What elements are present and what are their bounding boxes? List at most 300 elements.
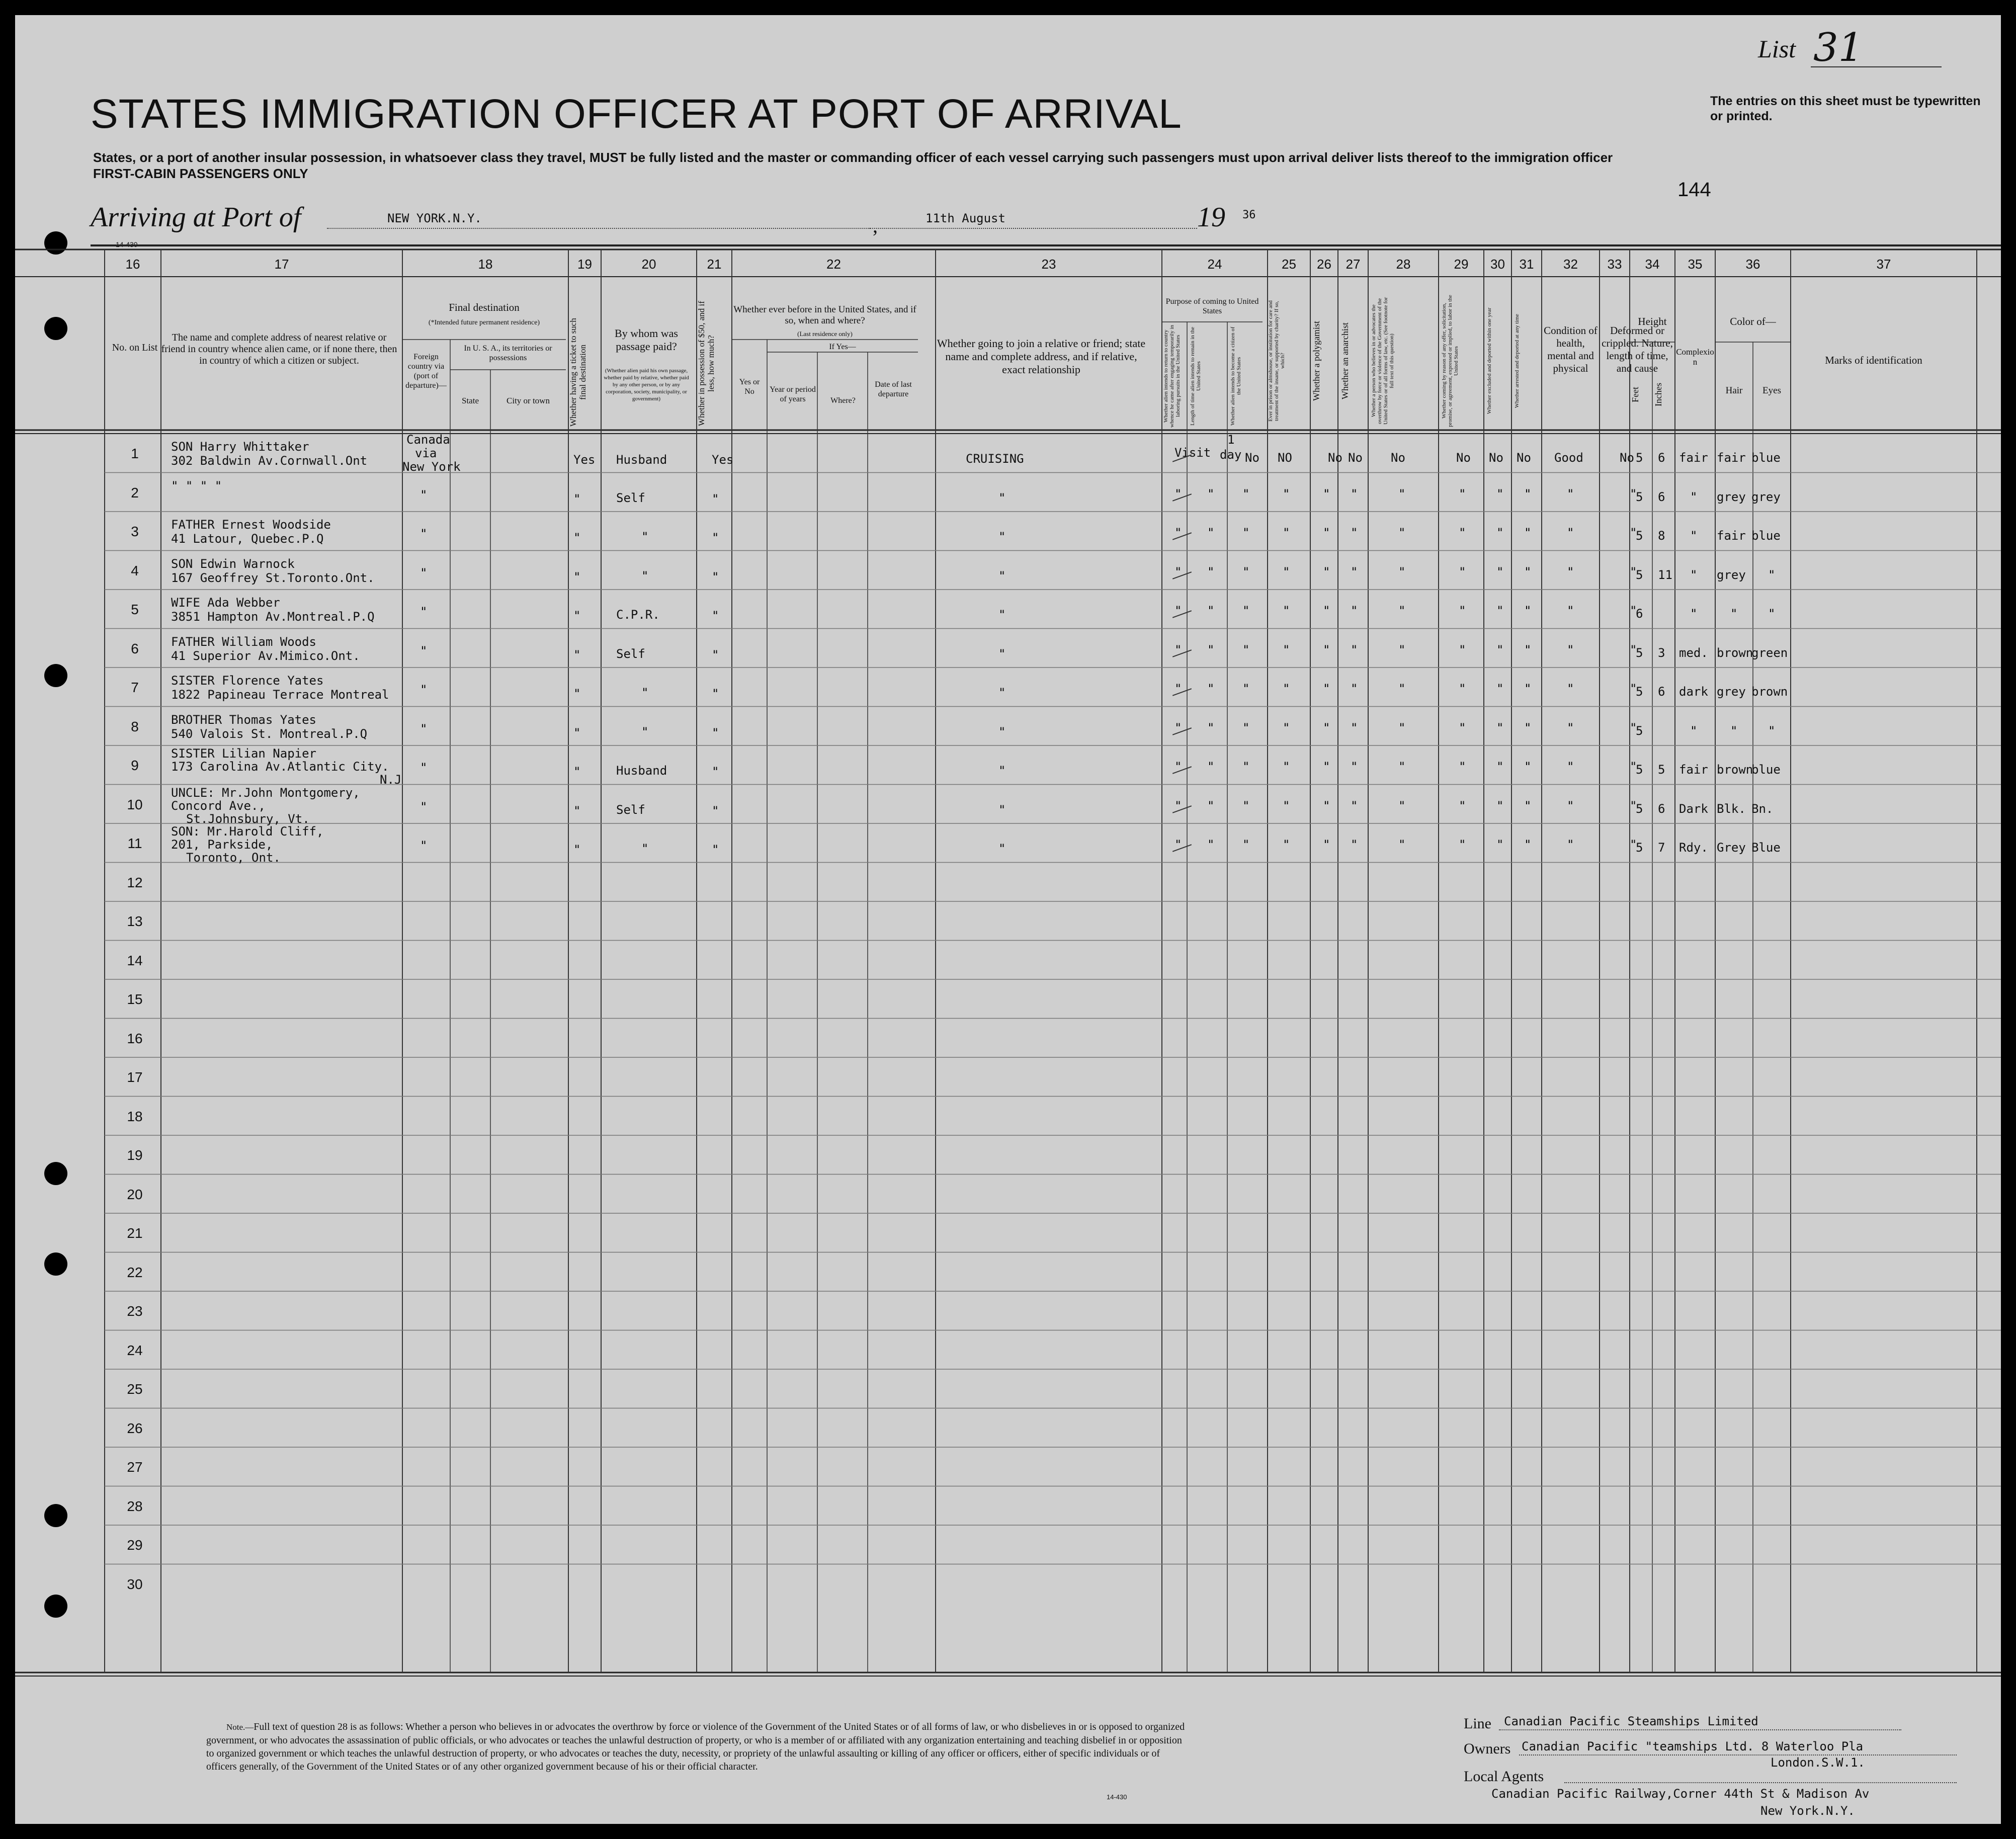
eye-color: brown [1751, 685, 1788, 699]
height-inches: 7 [1658, 841, 1665, 855]
relative-address: 540 Valois St. Montreal.P.Q [171, 726, 368, 741]
column-number: 19 [577, 257, 592, 272]
ditto-mark: " [1207, 642, 1215, 657]
header-health: Condition of health, mental and physical [1544, 324, 1598, 374]
line-underline [1499, 1729, 1901, 1730]
join-relative: " [998, 842, 1006, 856]
footnote-label: Note.— [226, 1722, 254, 1732]
agents-label: Local Agents [1464, 1768, 1544, 1785]
row-number: 15 [127, 991, 143, 1007]
ditto-mark: " [1398, 526, 1406, 540]
header-complexion: Complexion [1676, 347, 1714, 367]
ditto-mark: " [1242, 838, 1250, 852]
ticket: " [573, 531, 581, 545]
row-number: 19 [127, 1147, 143, 1163]
join-relative: " [998, 802, 1006, 817]
ditto-mark: " [1283, 564, 1290, 579]
ditto-mark: " [1207, 838, 1215, 852]
ditto-mark: " [1496, 720, 1504, 735]
header-last-departure: Date of last departure [875, 380, 912, 398]
height-feet: 5 [1636, 645, 1643, 660]
health: Good [1554, 451, 1583, 465]
row-number: 23 [127, 1303, 143, 1319]
ditto-mark: " [1174, 720, 1182, 735]
year-prefix: 19 [1197, 202, 1225, 233]
form-number: 14-430 [1107, 1793, 1127, 1801]
ditto-mark: " [1398, 682, 1406, 696]
passage-paid: Self [616, 490, 645, 505]
relative-name: SISTER Lilian Napier [171, 746, 316, 761]
relative-address: 41 Superior Av.Mimico.Ont. [171, 648, 360, 663]
ticket: " [573, 569, 581, 584]
header-final-destination-note: (*Intended future permanent residence) [428, 319, 540, 326]
row-number: 17 [127, 1069, 143, 1085]
header-money: Whether in possession of $50, and if less, how much? [697, 301, 716, 426]
agents-value: Canadian Pacific Railway,Corner 44th St & Madison Av [1491, 1787, 1870, 1801]
owners-value: Canadian Pacific "teamships Ltd. 8 Waterloo Pla [1522, 1739, 1864, 1753]
ditto-mark: " [1459, 720, 1466, 735]
ditto-mark: " [420, 721, 428, 736]
ticket: " [573, 491, 581, 506]
header-no-on-list: No. on List [112, 342, 158, 353]
passage-paid: Husband [616, 764, 667, 778]
ditto-mark: " [1283, 720, 1290, 735]
eye-color: " [1768, 723, 1776, 738]
ditto-mark: " [1174, 798, 1182, 813]
ditto-mark: " [1174, 682, 1182, 696]
ditto-mark: " [1459, 564, 1466, 579]
row-number: 12 [127, 874, 143, 890]
column-number: 37 [1876, 257, 1891, 272]
ditto-mark: " [1524, 760, 1532, 774]
ditto-mark: " [1630, 838, 1637, 852]
relative-address: 302 Baldwin Av.Cornwall.Ont [171, 454, 368, 468]
header-usa: In U. S. A., its territories or possessions [464, 344, 552, 362]
ditto-mark: " [1524, 682, 1532, 696]
relative-name: UNCLE: Mr.John Montgomery, [171, 785, 360, 800]
header-purpose: Purpose of coming to United States [1165, 297, 1259, 315]
header-if-yes: If Yes— [829, 343, 856, 351]
deformed: No [1620, 451, 1634, 465]
ditto-mark: " [1242, 760, 1250, 774]
relative-name: SON Harry Whittaker [171, 440, 309, 454]
page-subtitle: States, or a port of another insular possession, in whatsoever class they travel, MUST be fully listed and the master or commanding officer of each vessel carrying such passengers must upon arrival deliver lists thereof to the immigration officer [93, 150, 1613, 165]
eye-color: " [1768, 567, 1776, 582]
row-number: 4 [131, 562, 139, 578]
passage-paid: Husband [616, 453, 667, 467]
ditto-mark: " [1242, 682, 1250, 696]
relative-address-2: St.Johnsbury, Vt. [186, 811, 310, 826]
ditto-mark: " [1567, 798, 1574, 813]
arriving-label: Arriving at Port of [91, 202, 301, 233]
ditto-mark: " [1174, 564, 1182, 579]
eye-color: blue [1751, 529, 1781, 543]
ditto-mark: " [1496, 526, 1504, 540]
header-height: Height [1638, 315, 1667, 327]
ditto-mark: " [1398, 760, 1406, 774]
row-number: 28 [127, 1498, 143, 1514]
ditto-mark: " [1567, 486, 1574, 501]
ditto-mark: " [1323, 760, 1330, 774]
year-suffix: 36 [1242, 209, 1256, 221]
ditto-mark: " [1283, 682, 1290, 696]
ditto-mark: " [1351, 526, 1358, 540]
ditto-mark: " [1283, 604, 1290, 618]
polygamist: No [1328, 451, 1342, 465]
column-number: 33 [1607, 257, 1622, 272]
owners-underline [1519, 1754, 1957, 1756]
ditto-mark: " [1398, 486, 1406, 501]
eye-color: blue [1751, 451, 1781, 465]
ditto-mark: " [1242, 486, 1250, 501]
join-relative: " [998, 490, 1006, 505]
foreign-country: New York [402, 460, 461, 474]
ditto-mark: " [1459, 642, 1466, 657]
ditto-mark: " [1207, 564, 1215, 579]
ditto-mark: " [1351, 486, 1358, 501]
complexion: Dark [1679, 801, 1708, 816]
column-number: 27 [1346, 257, 1361, 272]
purpose: Visit [1174, 446, 1211, 460]
ditto-mark: " [1524, 604, 1532, 618]
header-ticket: Whether having a ticket to such final destination [568, 318, 587, 427]
column-number: 20 [641, 257, 656, 272]
height-feet: 5 [1636, 529, 1643, 543]
row-number: 22 [127, 1264, 143, 1280]
ditto-mark: " [1351, 838, 1358, 852]
height-inches: 6 [1658, 801, 1665, 816]
ditto-mark: " [420, 565, 428, 580]
complexion: " [1690, 489, 1698, 504]
ditto-mark: " [1283, 526, 1290, 540]
ditto-mark: " [1567, 526, 1574, 540]
row-number: 29 [127, 1537, 143, 1553]
passage-paid: " [641, 530, 649, 544]
ditto-mark: " [1459, 838, 1466, 852]
length-of-stay: 1 [1227, 433, 1235, 447]
header-passage-paid: By whom was passage paid? [615, 327, 678, 353]
money: " [712, 765, 719, 779]
arrested: No [1517, 451, 1531, 465]
citizen: No [1245, 451, 1259, 465]
row-number: 13 [127, 913, 143, 929]
ditto-mark: " [1351, 604, 1358, 618]
eye-color: grey [1751, 489, 1781, 504]
column-number: 31 [1519, 257, 1534, 272]
row-number: 27 [127, 1459, 143, 1475]
ditto-mark: " [1459, 526, 1466, 540]
ditto-mark: " [1351, 798, 1358, 813]
ditto-mark: " [1459, 760, 1466, 774]
ditto-mark: " [1496, 682, 1504, 696]
form-number-top: 14-430 [116, 240, 138, 248]
row-number: 14 [127, 952, 143, 968]
complexion: " [1690, 567, 1698, 582]
height-inches: 11 [1658, 567, 1672, 582]
row-number: 16 [127, 1030, 143, 1046]
ditto-mark: " [1174, 642, 1182, 657]
ditto-mark: " [1283, 760, 1290, 774]
height-inches: 5 [1658, 763, 1665, 777]
date-value: 11th August [926, 211, 1005, 225]
ditto-mark: " [1567, 760, 1574, 774]
ticket: " [573, 803, 581, 818]
ditto-mark: " [1242, 720, 1250, 735]
ditto-mark: " [1496, 760, 1504, 774]
header-purpose-b: Length of time alien intends to remain in the United States [1190, 326, 1202, 426]
height-inches: 6 [1658, 685, 1665, 699]
column-number: 22 [826, 257, 841, 272]
ditto-mark: " [1524, 486, 1532, 501]
ditto-mark: " [1398, 604, 1406, 618]
header-city: City or town [507, 396, 550, 405]
join-relative: " [998, 568, 1006, 583]
join-relative: " [998, 608, 1006, 622]
list-label: List [1758, 35, 1796, 63]
ditto-mark: " [1207, 486, 1215, 501]
ditto-mark: " [1207, 720, 1215, 735]
ditto-mark: " [1323, 526, 1330, 540]
length-of-stay: day [1220, 448, 1242, 462]
relative-address: 167 Geoffrey St.Toronto.Ont. [171, 570, 375, 585]
header-hair: Hair [1725, 385, 1743, 396]
column-number: 35 [1688, 257, 1703, 272]
height-inches: 6 [1658, 451, 1665, 465]
complexion: fair [1679, 451, 1708, 465]
excluded: No [1489, 451, 1503, 465]
ditto-mark: " [1323, 604, 1330, 618]
ticket: " [573, 843, 581, 857]
ditto-mark: " [1567, 838, 1574, 852]
ditto-mark: " [1459, 486, 1466, 501]
header-excluded: Whether excluded and deported within one year [1486, 307, 1492, 414]
ditto-mark: " [1207, 682, 1215, 696]
hair-color: Blk. [1717, 801, 1746, 816]
header-yes-no: Yes or No [739, 378, 760, 396]
passenger-class: FIRST-CABIN PASSENGERS ONLY [93, 166, 308, 181]
ditto-mark: " [1496, 486, 1504, 501]
row-number: 8 [131, 718, 139, 734]
ditto-mark: " [1630, 798, 1637, 813]
ditto-mark: " [1496, 642, 1504, 657]
ticket: Yes [573, 453, 596, 467]
question-28: No [1391, 451, 1405, 465]
ditto-mark: " [1323, 838, 1330, 852]
complexion: " [1690, 607, 1698, 621]
header-foreign-country: Foreign country via (port of departure)— [405, 353, 447, 390]
labor-offer: No [1456, 451, 1471, 465]
eye-color: Bn. [1751, 801, 1774, 816]
header-deformed: Deformed or crippled. Nature, length of time, and cause [1602, 324, 1673, 374]
column-number: 26 [1317, 257, 1331, 272]
row-number: 11 [127, 835, 142, 851]
ticket: " [573, 647, 581, 662]
join-relative: " [998, 724, 1006, 739]
ditto-mark: " [1567, 642, 1574, 657]
ditto-mark: " [1351, 682, 1358, 696]
line-label: Line [1464, 1715, 1491, 1732]
hair-color: brown [1717, 763, 1753, 777]
row-number: 18 [127, 1108, 143, 1124]
ditto-mark: " [1174, 838, 1182, 852]
column-number: 30 [1490, 257, 1505, 272]
hair-color: fair [1717, 451, 1746, 465]
height-feet: 5 [1636, 567, 1643, 582]
height-feet: 5 [1636, 451, 1643, 465]
ditto-mark: " [1323, 564, 1330, 579]
money: " [712, 803, 719, 818]
header-purpose-a: Whether alien intends to return to country whence he came after engaging temporarily in laboring pursuits in the United States [1163, 324, 1181, 428]
column-number: 18 [478, 257, 493, 272]
height-inches: 8 [1658, 529, 1665, 543]
ditto-mark: " [420, 799, 428, 814]
money: " [712, 687, 719, 701]
relative-name: FATHER William Woods [171, 634, 316, 649]
ditto-mark: " [1351, 720, 1358, 735]
relative-name: FATHER Ernest Woodside [171, 518, 331, 532]
ditto-mark: " [1630, 760, 1637, 774]
height-feet: 5 [1636, 685, 1643, 699]
ticket: " [573, 687, 581, 701]
prison: NO [1278, 451, 1292, 465]
row-number: 20 [127, 1186, 143, 1202]
column-number: 36 [1745, 257, 1760, 272]
complexion: Rdy. [1679, 841, 1708, 855]
ditto-mark: " [1524, 798, 1532, 813]
ditto-mark: " [1459, 604, 1466, 618]
row-number: 6 [131, 640, 139, 656]
header-where: Where? [830, 396, 856, 405]
passage-paid: Self [616, 646, 645, 661]
ditto-mark: " [1524, 642, 1532, 657]
ditto-mark: " [1398, 564, 1406, 579]
header-relative: The name and complete address of nearest relative or friend in country whence alien came, or if none there, then in country of which a citizen or subject. [161, 332, 397, 366]
header-ever-before: Whether ever before in the United States, and if so, when and where? [733, 304, 916, 326]
relative-name: WIFE Ada Webber [171, 596, 280, 610]
ditto-mark: " [1630, 604, 1637, 618]
ditto-mark: " [1496, 798, 1504, 813]
ditto-mark: " [1524, 720, 1532, 735]
header-period: Year or period of years [770, 385, 816, 403]
complexion: dark [1679, 685, 1708, 699]
relative-name: BROTHER Thomas Yates [171, 712, 316, 727]
ditto-mark: " [1496, 838, 1504, 852]
ditto-mark: " [1630, 526, 1637, 540]
ditto-mark: " [1524, 838, 1532, 852]
ticket: " [573, 725, 581, 740]
ditto-mark: " [1207, 798, 1215, 813]
anarchist: No [1348, 451, 1363, 465]
row-number: 7 [131, 680, 139, 695]
hair-color: grey [1717, 567, 1746, 582]
row-number: 1 [131, 446, 139, 461]
height-feet: 5 [1636, 763, 1643, 777]
ditto-mark: " [1630, 720, 1637, 735]
row-number: 25 [127, 1381, 143, 1397]
relative-address: 1822 Papineau Terrace Montreal [171, 688, 389, 702]
header-passage-paid-note: (Whether alien paid his own passage, whether paid by relative, whether paid by any other person, or by any corporation, society, municipality, or government) [604, 368, 689, 402]
header-color: Color of— [1730, 315, 1776, 327]
header-final-destination: Final destination [449, 301, 520, 313]
ticket: " [573, 765, 581, 779]
ditto-mark: " [1242, 564, 1250, 579]
ditto-mark: " [1630, 486, 1637, 501]
money: Yes [712, 453, 734, 467]
ditto-mark: " [420, 839, 428, 853]
passage-paid: " [641, 724, 649, 739]
ditto-mark: " [1459, 798, 1466, 813]
eye-color: blue [1751, 763, 1781, 777]
page-title: STATES IMMIGRATION OFFICER AT PORT OF ARRIVAL [91, 91, 1182, 137]
ditto-mark: " [1398, 642, 1406, 657]
ditto-mark: " [1283, 798, 1290, 813]
ditto-mark: " [1242, 642, 1250, 657]
row-number: 2 [131, 484, 139, 500]
typewritten-instructions: The entries on this sheet must be typewritten or printed. [1710, 94, 1981, 123]
ditto-mark: " [1459, 682, 1466, 696]
ditto-mark: " [1207, 604, 1215, 618]
row-number: 10 [127, 796, 143, 812]
comma: , [873, 214, 878, 237]
relative-address: 3851 Hampton Av.Montreal.P.Q [171, 610, 375, 624]
height-feet: 5 [1636, 841, 1643, 855]
column-number: 17 [274, 257, 289, 272]
column-number: 16 [125, 257, 140, 272]
header-inches: Inches [1653, 383, 1663, 407]
ditto-mark: " [1283, 642, 1290, 657]
height-feet: 6 [1636, 607, 1643, 621]
ditto-mark: " [1323, 682, 1330, 696]
owners-value-2: London.S.W.1. [1771, 1756, 1865, 1770]
complexion: med. [1679, 645, 1708, 660]
ditto-mark: " [1174, 486, 1182, 501]
column-number: 25 [1282, 257, 1296, 272]
ditto-mark: " [1398, 720, 1406, 735]
ditto-mark: " [1283, 838, 1290, 852]
ditto-mark: " [1207, 526, 1215, 540]
ditto-mark: " [1283, 486, 1290, 501]
column-number: 21 [707, 257, 722, 272]
foreign-country: Canada [406, 433, 450, 447]
footnote [206, 1720, 1187, 1773]
manifest-sheet [15, 15, 2001, 1824]
ditto-mark: " [1567, 720, 1574, 735]
list-number: 31 [1813, 25, 1864, 70]
height-feet: 5 [1636, 801, 1643, 816]
ditto-mark: " [1496, 564, 1504, 579]
ditto-mark: " [1630, 642, 1637, 657]
agents-underline [1564, 1782, 1957, 1783]
row-number: 24 [127, 1342, 143, 1358]
relative-address-2: N.J [380, 773, 402, 787]
hair-color: fair [1717, 529, 1746, 543]
ditto-mark: " [1524, 526, 1532, 540]
hair-color: grey [1717, 685, 1746, 699]
money: " [712, 491, 719, 506]
money: " [712, 647, 719, 662]
header-polygamist: Whether a polygamist [1311, 321, 1321, 401]
hair-color: " [1730, 607, 1738, 621]
ditto-mark: " [1351, 760, 1358, 774]
hair-color: " [1730, 723, 1738, 738]
row-number: 3 [131, 524, 139, 539]
passage-paid: Self [616, 802, 645, 817]
eye-color: " [1768, 607, 1776, 621]
table-grid [15, 15, 2001, 1824]
column-number: 24 [1207, 257, 1222, 272]
footnote-text: Full text of question 28 is as follows: Whether a person who believes in or advocates the overthrow by force or violence of the Government of the United States or of all forms of law, or who disbelieves in or is opposed to organized government, or who advocates the assassination of public officials, or who advocates or teaches the unlawful destruction of property, or who is a member of or affiliated with any organization entertaining and teaching disbelief in or opposition to organized government or which teaches the unlawful destruction of property, or who advocates or teaches the duty, necessity, or propriety of the unlawful assaulting or killing of any officer or officers, either of specific individuals or of officers generally, of the Government of the United States or of any other organized government because of his or their official character. [206, 1721, 1185, 1772]
eye-color: green [1751, 645, 1788, 660]
